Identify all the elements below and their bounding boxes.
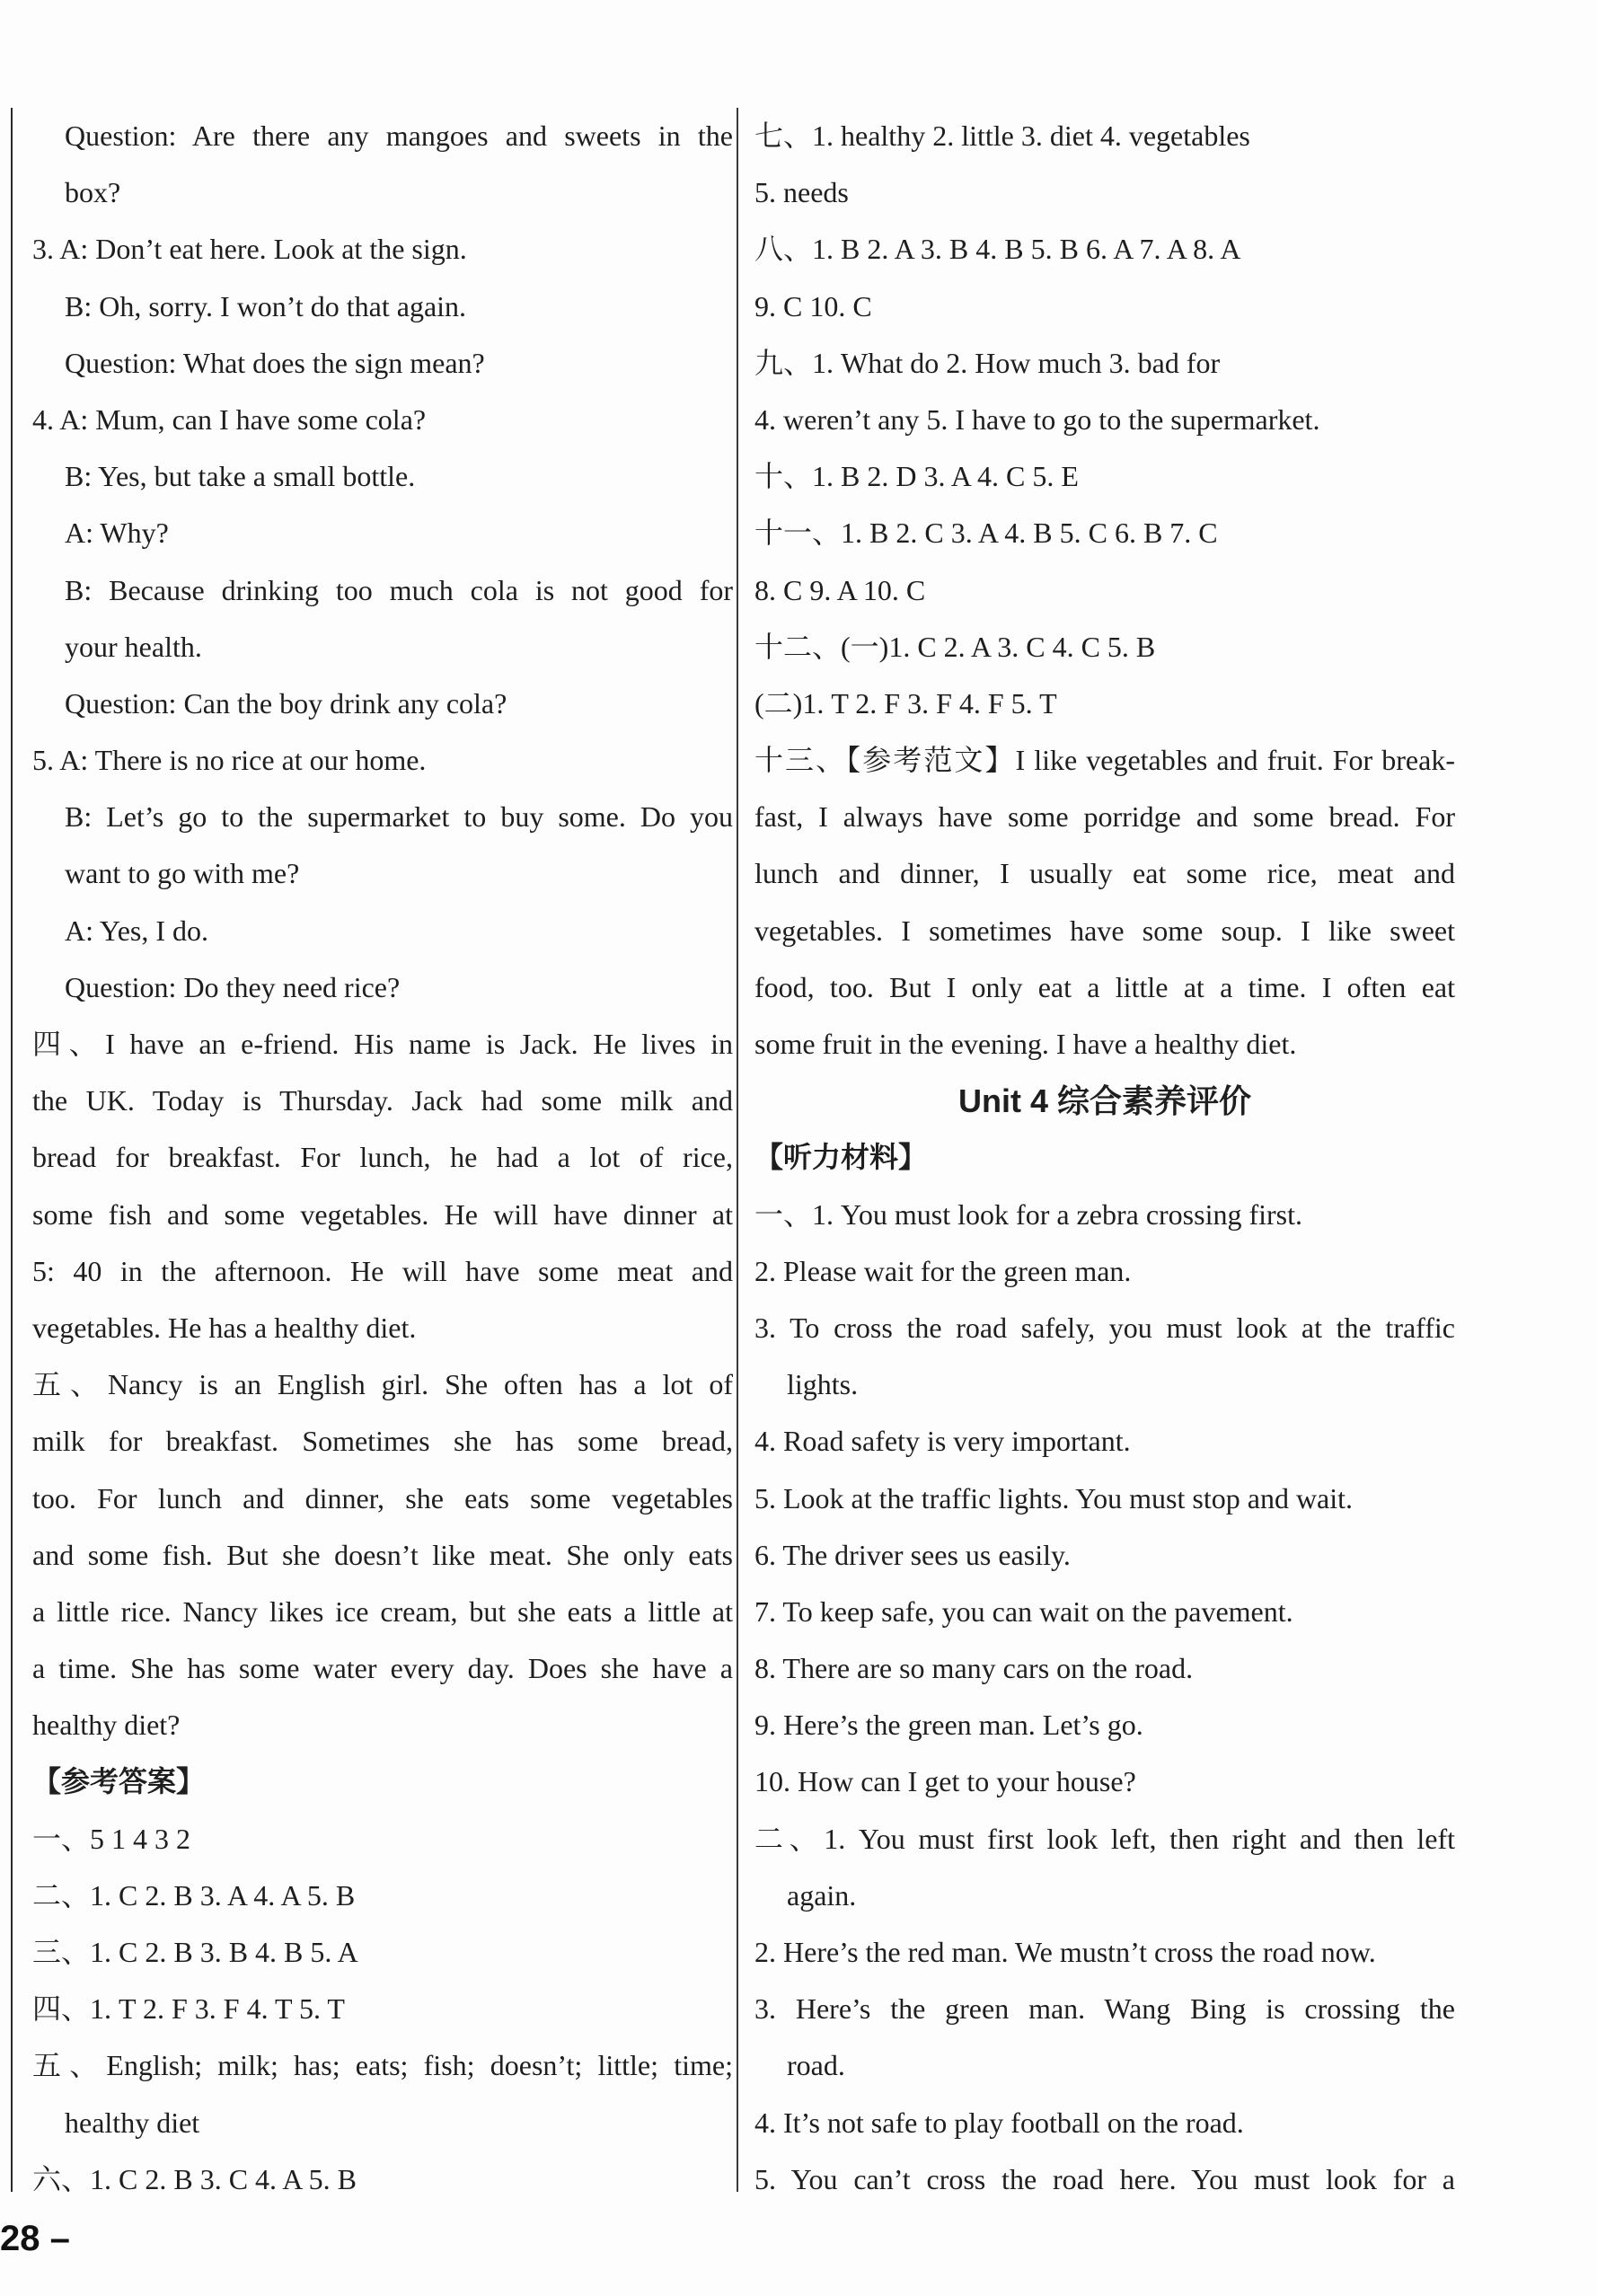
right-text-line: 5. Look at the traffic lights. You must stop and wait. bbox=[754, 1481, 1354, 1514]
right-text-line: 十二、(一)1. C 2. A 3. C 4. C 5. B bbox=[754, 630, 1156, 663]
right-text-line: 2. Here’s the red man. We mustn’t cross the road now. bbox=[754, 1936, 1376, 1968]
right-text-line: food, too. But I only eat a little at a time. I often eat bbox=[754, 970, 1455, 1003]
right-text-line: 2. Please wait for the green man. bbox=[754, 1254, 1132, 1287]
left-text-line: 四、I have an e-friend. His name is Jack. He lives in bbox=[32, 1028, 733, 1060]
right-text-line: 二、1. You must first look left, then right and then left bbox=[754, 1822, 1455, 1855]
right-text-line: lights. bbox=[787, 1368, 859, 1401]
left-text-line: vegetables. He has a healthy diet. bbox=[32, 1311, 417, 1344]
left-text-line: 4. A: Mum, can I have some cola? bbox=[32, 402, 427, 436]
left-text-line: the UK. Today is Thursday. Jack had some milk and bbox=[32, 1084, 733, 1117]
right-text-line: 4. Road safety is very important. bbox=[754, 1425, 1131, 1458]
left-text-line: some fish and some vegetables. He will have dinner at bbox=[32, 1197, 733, 1231]
right-text-line: 8. C 9. A 10. C bbox=[754, 573, 926, 606]
right-text-line: 八、1. B 2. A 3. B 4. B 5. B 6. A 7. A 8. A bbox=[754, 233, 1241, 266]
right-text-line: 9. C 10. C bbox=[754, 289, 872, 322]
page-number: 28 – bbox=[0, 2219, 70, 2258]
left-text-line: Question: Are there any mangoes and sweets in the bbox=[65, 119, 733, 152]
section-heading: Unit 4 综合素养评价 bbox=[957, 1082, 1251, 1120]
left-column bbox=[32, 108, 733, 2208]
right-text-line: 5. needs bbox=[754, 176, 849, 209]
left-text-line: Question: Do they need rice? bbox=[65, 970, 401, 1003]
right-text-line: vegetables. I sometimes have some soup. I like sweet bbox=[754, 914, 1455, 947]
left-text-line: A: Why? bbox=[65, 517, 169, 550]
left-text-line: Question: What does the sign mean? bbox=[65, 346, 485, 379]
right-text-line: 9. Here’s the green man. Let’s go. bbox=[754, 1709, 1143, 1742]
right-text-line: 4. weren’t any 5. I have to go to the supermarket. bbox=[754, 402, 1320, 436]
right-text-line: again. bbox=[787, 1878, 857, 1912]
right-text-line: 九、1. What do 2. How much 3. bad for bbox=[754, 346, 1221, 379]
left-text-line: 五、Nancy is an English girl. She often has a lot of bbox=[32, 1368, 733, 1401]
right-text-line: 3. Here’s the green man. Wang Bing is crossing the bbox=[754, 1992, 1455, 2026]
left-margin-rule bbox=[11, 108, 13, 2192]
section-label: 【听力材料】 bbox=[754, 1140, 928, 1175]
left-text-line: Question: Can the boy drink any cola? bbox=[65, 686, 507, 720]
left-text-line: 一、5 1 4 3 2 bbox=[32, 1822, 191, 1855]
right-text-line: 十一、1. B 2. C 3. A 4. B 5. C 6. B 7. C bbox=[754, 517, 1218, 550]
left-text-line: want to go with me? bbox=[65, 857, 300, 890]
right-column bbox=[754, 108, 1455, 2208]
section-label: 【参考答案】 bbox=[32, 1764, 206, 1799]
left-text-line: healthy diet? bbox=[32, 1709, 181, 1742]
right-text-line: road. bbox=[787, 2049, 845, 2082]
left-text-line: A: Yes, I do. bbox=[65, 914, 209, 947]
right-text-line: 十、1. B 2. D 3. A 4. C 5. E bbox=[754, 460, 1079, 493]
left-text-line: 3. A: Don’t eat here. Look at the sign. bbox=[32, 233, 467, 266]
left-text-line: 二、1. C 2. B 3. A 4. A 5. B bbox=[32, 1878, 356, 1912]
left-text-line: 5. A: There is no rice at our home. bbox=[32, 744, 427, 777]
right-text-line: 8. There are so many cars on the road. bbox=[754, 1652, 1194, 1685]
right-text-line: 10. How can I get to your house? bbox=[754, 1765, 1136, 1798]
left-text-line: B: Oh, sorry. I won’t do that again. bbox=[65, 289, 467, 322]
right-text-line: 七、1. healthy 2. little 3. diet 4. vegetables bbox=[754, 119, 1250, 152]
right-text-line: some fruit in the evening. I have a healthy diet. bbox=[754, 1028, 1297, 1060]
right-text-line: 4. It’s not safe to play football on the road. bbox=[754, 2106, 1244, 2139]
right-text-line: 一、1. You must look for a zebra crossing first. bbox=[754, 1197, 1303, 1231]
left-text-line: box? bbox=[65, 176, 121, 209]
left-text-line: B: Because drinking too much cola is not good for bbox=[65, 573, 733, 606]
left-text-line: B: Let’s go to the supermarket to buy some. Do you bbox=[65, 800, 733, 834]
left-text-line: B: Yes, but take a small bottle. bbox=[65, 460, 416, 493]
right-text-line: 5. You can’t cross the road here. You must look for a bbox=[754, 2162, 1455, 2195]
left-text-line: 五、English; milk; has; eats; fish; doesn’t; little; time; bbox=[32, 2049, 733, 2082]
column-divider bbox=[737, 108, 738, 2192]
left-text-line: too. For lunch and dinner, she eats some vegetables bbox=[32, 1481, 733, 1514]
left-text-line: healthy diet bbox=[65, 2106, 200, 2139]
left-text-line: 三、1. C 2. B 3. B 4. B 5. A bbox=[32, 1936, 358, 1968]
left-text-line: a little rice. Nancy likes ice cream, but she eats a little at bbox=[32, 1594, 733, 1628]
left-text-line: a time. She has some water every day. Does she have a bbox=[32, 1652, 733, 1685]
left-text-line: and some fish. But she doesn’t like meat. She only eats bbox=[32, 1538, 733, 1571]
left-text-line: milk for breakfast. Sometimes she has some bread, bbox=[32, 1425, 733, 1458]
left-text-line: 六、1. C 2. B 3. C 4. A 5. B bbox=[32, 2162, 357, 2195]
left-text-line: 5: 40 in the afternoon. He will have some meat and bbox=[32, 1254, 733, 1287]
right-text-line: 6. The driver sees us easily. bbox=[754, 1538, 1071, 1571]
right-text-line: lunch and dinner, I usually eat some rice, meat and bbox=[754, 857, 1455, 890]
right-text-line: fast, I always have some porridge and some bread. For bbox=[754, 800, 1455, 834]
left-text-line: 四、1. T 2. F 3. F 4. T 5. T bbox=[32, 1992, 345, 2026]
right-text-line: 十三、【参考范文】I like vegetables and fruit. For break- bbox=[754, 744, 1455, 777]
right-text-line: 7. To keep safe, you can wait on the pavement. bbox=[754, 1594, 1293, 1628]
right-text-line: 3. To cross the road safely, you must look at the traffic bbox=[754, 1311, 1455, 1344]
right-text-line: (二)1. T 2. F 3. F 4. F 5. T bbox=[754, 686, 1057, 720]
left-text-line: your health. bbox=[65, 630, 202, 663]
left-text-line: bread for breakfast. For lunch, he had a lot of rice, bbox=[32, 1141, 733, 1174]
